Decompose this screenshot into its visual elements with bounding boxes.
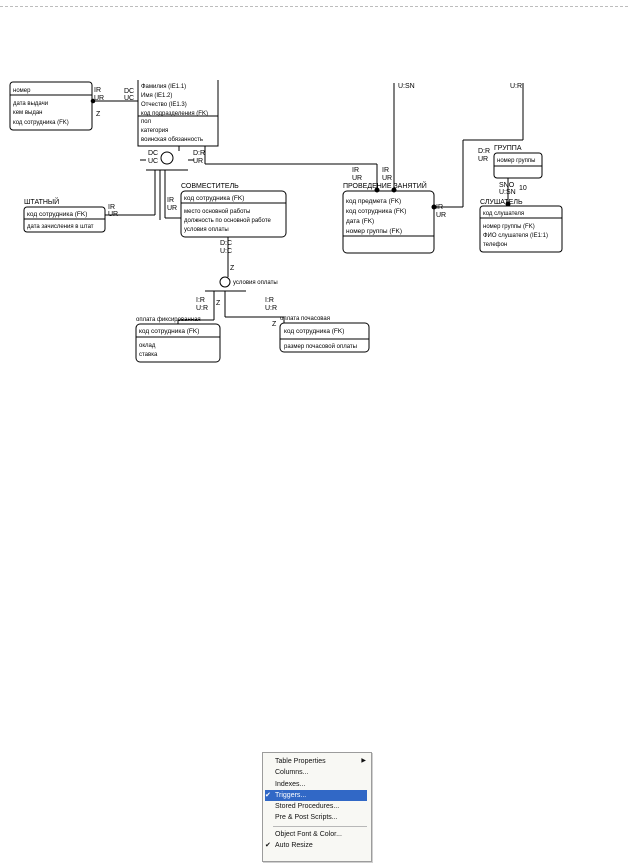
- rel-label: U:R: [265, 305, 278, 312]
- rel-label: UC: [124, 95, 135, 102]
- menu-item-table-properties[interactable]: [263, 756, 371, 767]
- ur-top-label: U:R: [510, 83, 523, 90]
- menu-item-label: Columns...: [275, 769, 309, 777]
- menu-item-label: Stored Procedures...: [275, 803, 340, 811]
- provedenie-key: код предмета (FK): [346, 198, 402, 205]
- usn-label: U:SN: [398, 83, 415, 90]
- dokument-row: дата выдачи: [13, 101, 49, 107]
- menu-item-pre-post-scripts[interactable]: [263, 812, 371, 823]
- check-icon: ✔: [265, 791, 271, 799]
- check-icon: ✔: [265, 842, 271, 850]
- sotrudnik-row: код подразделения (FK): [141, 111, 208, 117]
- rel-label: Z: [96, 111, 101, 118]
- rel-label: UR: [382, 175, 393, 182]
- oplata-fix-row: оклад: [139, 343, 156, 349]
- shtatny-row: дата зачисления в штат: [27, 224, 94, 230]
- sotrudnik-row: Имя (IE1.2): [141, 93, 173, 99]
- rel-label: UR: [436, 212, 447, 219]
- menu-item-indexes[interactable]: [263, 779, 371, 790]
- slushatel-row: ФИО слушателя (IE1:1): [483, 233, 548, 239]
- rel-label: D:R: [193, 150, 206, 157]
- dokument-row: номер: [13, 88, 31, 94]
- sotrudnik-row: категория: [141, 128, 169, 134]
- oplata-poch-row: размер почасовой оплаты: [284, 344, 357, 350]
- menu-item-auto-resize[interactable]: [263, 840, 371, 851]
- rel-label: IR: [352, 167, 359, 174]
- rel-label: 10: [519, 185, 527, 192]
- rel-label: IR: [382, 167, 389, 174]
- menu-item-label: Table Properties: [275, 758, 326, 765]
- rel-label: IR: [167, 197, 174, 204]
- sotrudnik-row: пол: [141, 119, 151, 125]
- sovmestitel-row: место основной работы: [184, 209, 251, 215]
- rel-label: Z: [230, 265, 235, 272]
- oplata-poch-title: оплата почасовая: [280, 316, 331, 322]
- oplata-fix-key: код сотрудника (FK): [139, 328, 200, 335]
- provedenie-key: дата (FK): [346, 218, 375, 225]
- rel-label: DC: [124, 88, 135, 95]
- menu-item-stored-procedures[interactable]: [263, 801, 371, 812]
- sotrudnik-row: Отчество (IE1.3): [141, 102, 187, 108]
- menu-item-label: Pre & Post Scripts...: [275, 814, 338, 822]
- sovmestitel-row: должность по основной работе: [184, 218, 271, 224]
- rel-label: UR: [94, 95, 105, 102]
- rel-label: UC: [148, 158, 159, 165]
- shtatny-title: ШТАТНЫЙ: [24, 199, 60, 206]
- dokument-row: кем выдан: [13, 110, 43, 116]
- menu-item-label: Auto Resize: [275, 842, 313, 850]
- menu-item-label: Indexes...: [275, 780, 306, 788]
- rel-label: UR: [352, 175, 363, 182]
- menu-item-triggers[interactable]: [265, 790, 367, 801]
- provedenie-key: код сотрудника (FK): [346, 208, 407, 215]
- sovmestitel-key: код сотрудника (FK): [184, 195, 245, 202]
- rel-label: DC: [148, 150, 159, 157]
- provedenie-title: ПРОВЕДЕНИЕ ЗАНЯТИЙ: [343, 183, 427, 190]
- shtatny-key: код сотрудника (FK): [27, 211, 88, 218]
- slushatel-row: телефон: [483, 242, 508, 248]
- sovmestitel-row: условия оплаты: [184, 227, 229, 233]
- gruppa-key: номер группы: [497, 158, 536, 164]
- submenu-arrow-icon: ▶: [361, 758, 366, 764]
- rel-label: UR: [193, 158, 204, 165]
- menu-separator: [273, 826, 367, 827]
- slushatel-row: номер группы (FK): [483, 224, 535, 230]
- rel-label: U:R: [196, 305, 209, 312]
- menu-item-label: Object Font & Color...: [275, 830, 342, 838]
- provedenie-key: номер группы (FK): [346, 228, 403, 235]
- rel-label: IR: [94, 87, 101, 94]
- sotrudnik-row: воинская обязанность: [141, 137, 203, 143]
- menu-item-columns[interactable]: [263, 767, 371, 778]
- rel-label: D:R: [478, 148, 491, 155]
- rel-label: UR: [108, 211, 119, 218]
- rel-label: UR: [478, 156, 489, 163]
- context-menu: [262, 752, 372, 862]
- sotrudnik-row: Фамилия (IE1.1): [141, 84, 187, 90]
- sovmestitel-title: СОВМЕСТИТЕЛЬ: [181, 183, 239, 190]
- menu-item-object-font-color[interactable]: [263, 829, 371, 840]
- rel-label: I:R: [265, 297, 274, 304]
- oplata-fix-row: ставка: [139, 352, 158, 358]
- dokument-row: код сотрудника (FK): [13, 120, 69, 126]
- rel-label: Z: [216, 300, 221, 307]
- menu-item-label: Triggers...: [275, 791, 307, 799]
- rel-label: D:C: [220, 240, 233, 247]
- slushatel-key: код слушателя: [483, 211, 525, 217]
- slushatel-title: СЛУШАТЕЛЬ: [480, 199, 523, 206]
- rel-label: UR: [167, 205, 178, 212]
- oplata-poch-key: код сотрудника (FK): [284, 328, 345, 335]
- rel-label: IR: [108, 204, 115, 211]
- rel-label: U:SN: [499, 189, 516, 196]
- oplata-fix-title: оплата фиксированная: [136, 317, 201, 323]
- rel-label: Z: [272, 321, 277, 328]
- rel-label: IR: [436, 204, 443, 211]
- rel-label: I:R: [196, 297, 205, 304]
- rel-label: SNO: [499, 182, 515, 189]
- subtype-label: условия оплаты: [233, 280, 278, 286]
- rel-label: U:C: [220, 248, 233, 255]
- gruppa-title: ГРУППА: [494, 145, 522, 152]
